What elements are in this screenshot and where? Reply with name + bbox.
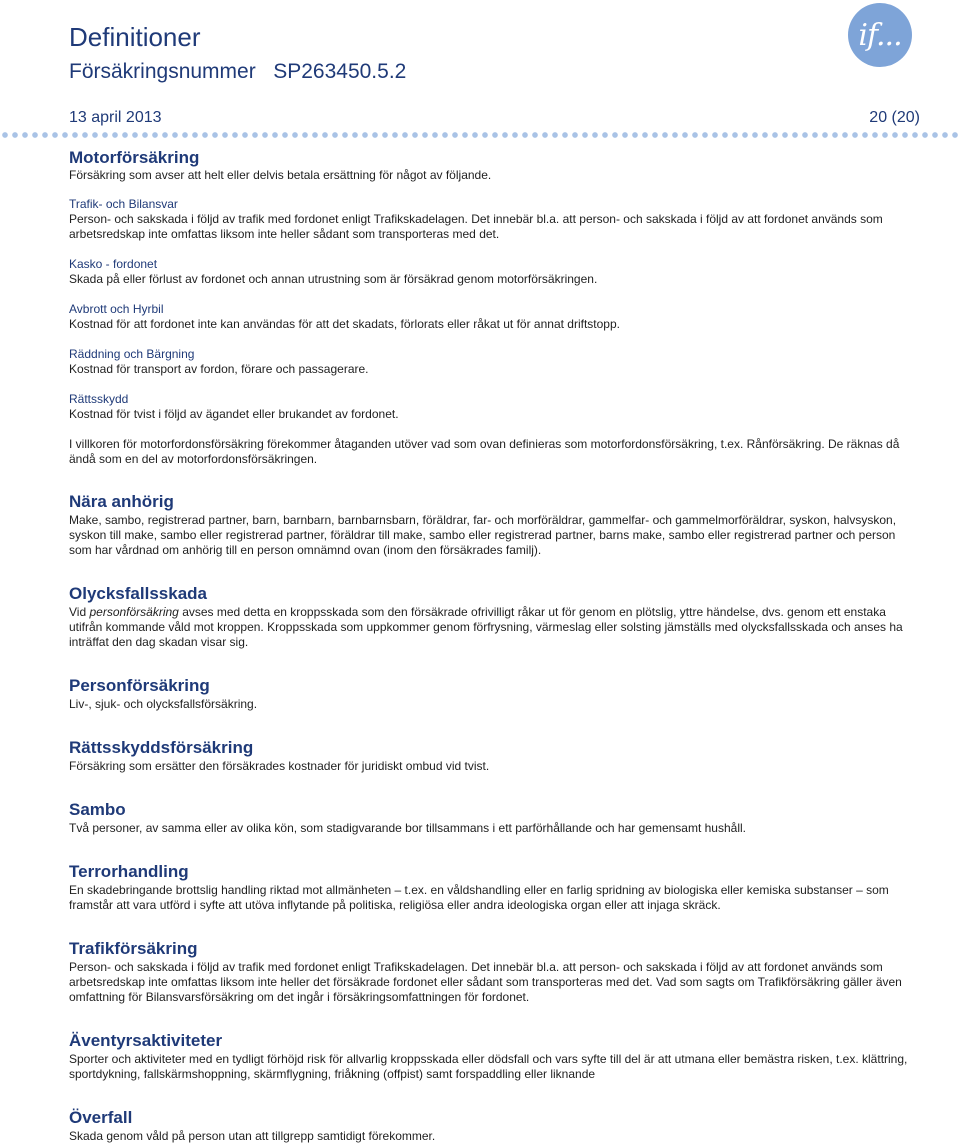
item-title: Rättsskydd — [69, 392, 129, 406]
section-text: Sporter och aktiviteter med en tydligt förhöjd risk för allvarlig kroppsskada eller dödsfall och vars syfte till del är att utmana eller bemästra risken, t.ex. klättring, sportdykning, fallskärmshoppning, skärmflygning, friåkning (offpist) samt forspaddling eller liknande — [69, 1052, 908, 1081]
item-text: Kostnad för att fordonet inte kan användas för att det skadats, förlorats eller råkat ut för annat driftstopp. — [69, 317, 620, 331]
if-logo: if... — [848, 3, 912, 67]
section-intro: Försäkring som avser att helt eller delvis betala ersättning för något av följande. — [69, 168, 492, 182]
section-rattsskyddsforsakring — [69, 737, 919, 774]
section-text: En skadebringande brottslig handling riktad mot allmänheten – t.ex. en våldshandling eller en farlig spridning av biologiska eller kemiska substanser – som framstår att vara utförd i syfte att utöva inflytande på politiska, religiösa eller andra ideologiska organ eller att injaga skräck. — [69, 883, 889, 912]
section-text: Försäkring som ersätter den försäkrades kostnader för juridiskt ombud vid tvist. — [69, 759, 490, 773]
motor-item-raddning — [69, 347, 919, 377]
motor-item-kasko — [69, 257, 919, 287]
section-terrorhandling — [69, 861, 919, 913]
section-text: Make, sambo, registrerad partner, barn, barnbarn, barnbarnsbarn, föräldrar, far- och morföräldrar, gammelfar- och gammelmorföräldrar, syskon, halvsyskon, syskon till make, sambo eller registrerad partner, föräldrar till make, sambo eller registrerad partner, barns make, sambo eller registrerad partner och person som har vårdnad om anhörig till en person omnämnd ovan (inom den försäkrades familj). — [69, 513, 897, 557]
item-text: Person- och sakskada i följd av trafik med fordonet enligt Trafikskadelagen. Det innebär bl.a. att person- och sakskada i följd av att fordonet används som arbetsredskap inte omfattas liksom inte heller sådant som transporteras med det. — [69, 212, 883, 241]
text-suffix: avses med detta en kroppsskada som den försäkrade ofrivilligt råkar ut för genom en plötslig, yttre händelse, dvs. genom ett enstaka utifrån kommande våld mot kroppen. Kroppsskada som uppkommer genom förfrysning, värmeslag eller solsting jämställs med olycksfallsskada och anses ha inträffat den dag skadan visar sig. — [69, 605, 903, 649]
section-trafikforsakring — [69, 938, 919, 1005]
emphasized-term: personförsäkring — [89, 605, 179, 619]
motor-item-avbrott — [69, 302, 919, 332]
item-text: Kostnad för tvist i följd av ägandet eller brukandet av fordonet. — [69, 407, 399, 421]
item-title: Räddning och Bärgning — [69, 347, 195, 361]
section-heading: Sambo — [69, 800, 126, 819]
item-text: Skada på eller förlust av fordonet och annan utrustning som är försäkrad genom motorförsäkringen. — [69, 272, 598, 286]
section-text: Liv-, sjuk- och olycksfallsförsäkring. — [69, 697, 258, 711]
section-heading: Olycksfallsskada — [69, 584, 207, 603]
section-heading: Överfall — [69, 1108, 133, 1127]
section-heading: Äventyrsaktiviteter — [69, 1031, 223, 1050]
section-heading: Nära anhörig — [69, 492, 174, 511]
section-motorforsakring — [69, 148, 919, 467]
section-heading: Rättsskyddsförsäkring — [69, 738, 254, 757]
definitions-content — [69, 148, 919, 1144]
item-title: Avbrott och Hyrbil — [69, 302, 164, 316]
section-nara-anhorig — [69, 491, 919, 558]
section-text — [69, 605, 919, 650]
section-sambo — [69, 799, 919, 836]
page-title: Definitioner — [69, 22, 201, 52]
section-text: Person- och sakskada i följd av trafik med fordonet enligt Trafikskadelagen. Det innebär bl.a. att person- och sakskada i följd av att fordonet används som arbetsredskap inte omfattas liksom inte heller det försäkrade fordonet eller sådant som transporteras med det. Vad som sagts om Trafikförsäkring gäller även omfattning för Bilansvarsförsäkring om det ingår i försäkringsomfattningen för fordonet. — [69, 960, 902, 1004]
item-title: Trafik- och Bilansvar — [69, 197, 178, 211]
motor-item-rattsskydd — [69, 392, 919, 422]
section-personforsakring — [69, 675, 919, 712]
page-number: 20 (20) — [869, 109, 920, 126]
section-overfall — [69, 1107, 919, 1144]
text-prefix: Vid — [69, 605, 90, 619]
section-olycksfallsskada — [69, 583, 919, 650]
motor-footer-note: I villkoren för motorfordonsförsäkring förekommer åtaganden utöver vad som ovan definieras som motorfordonsförsäkring, t.ex. Rånförsäkring. De räknas då ändå som en del av motorfordonsförsäkringen. — [69, 437, 900, 466]
section-heading: Personförsäkring — [69, 676, 210, 695]
section-heading: Trafikförsäkring — [69, 939, 198, 958]
item-title: Kasko - fordonet — [69, 257, 158, 271]
section-aventyrsaktiviteter — [69, 1030, 919, 1082]
motor-item-trafik — [69, 197, 919, 242]
policy-number: Försäkringsnummer SP263450.5.2 — [69, 60, 407, 83]
document-date: 13 april 2013 — [69, 109, 162, 126]
item-text: Kostnad för transport av fordon, förare och passagerare. — [69, 362, 369, 376]
dotted-divider — [0, 131, 960, 139]
section-text: Två personer, av samma eller av olika kön, som stadigvarande bor tillsammans i ett parförhållande och har gemensamt hushåll. — [69, 821, 746, 835]
section-text: Skada genom våld på person utan att tillgrepp samtidigt förekommer. — [69, 1129, 436, 1143]
section-heading: Motorförsäkring — [69, 148, 200, 167]
section-heading: Terrorhandling — [69, 862, 189, 881]
